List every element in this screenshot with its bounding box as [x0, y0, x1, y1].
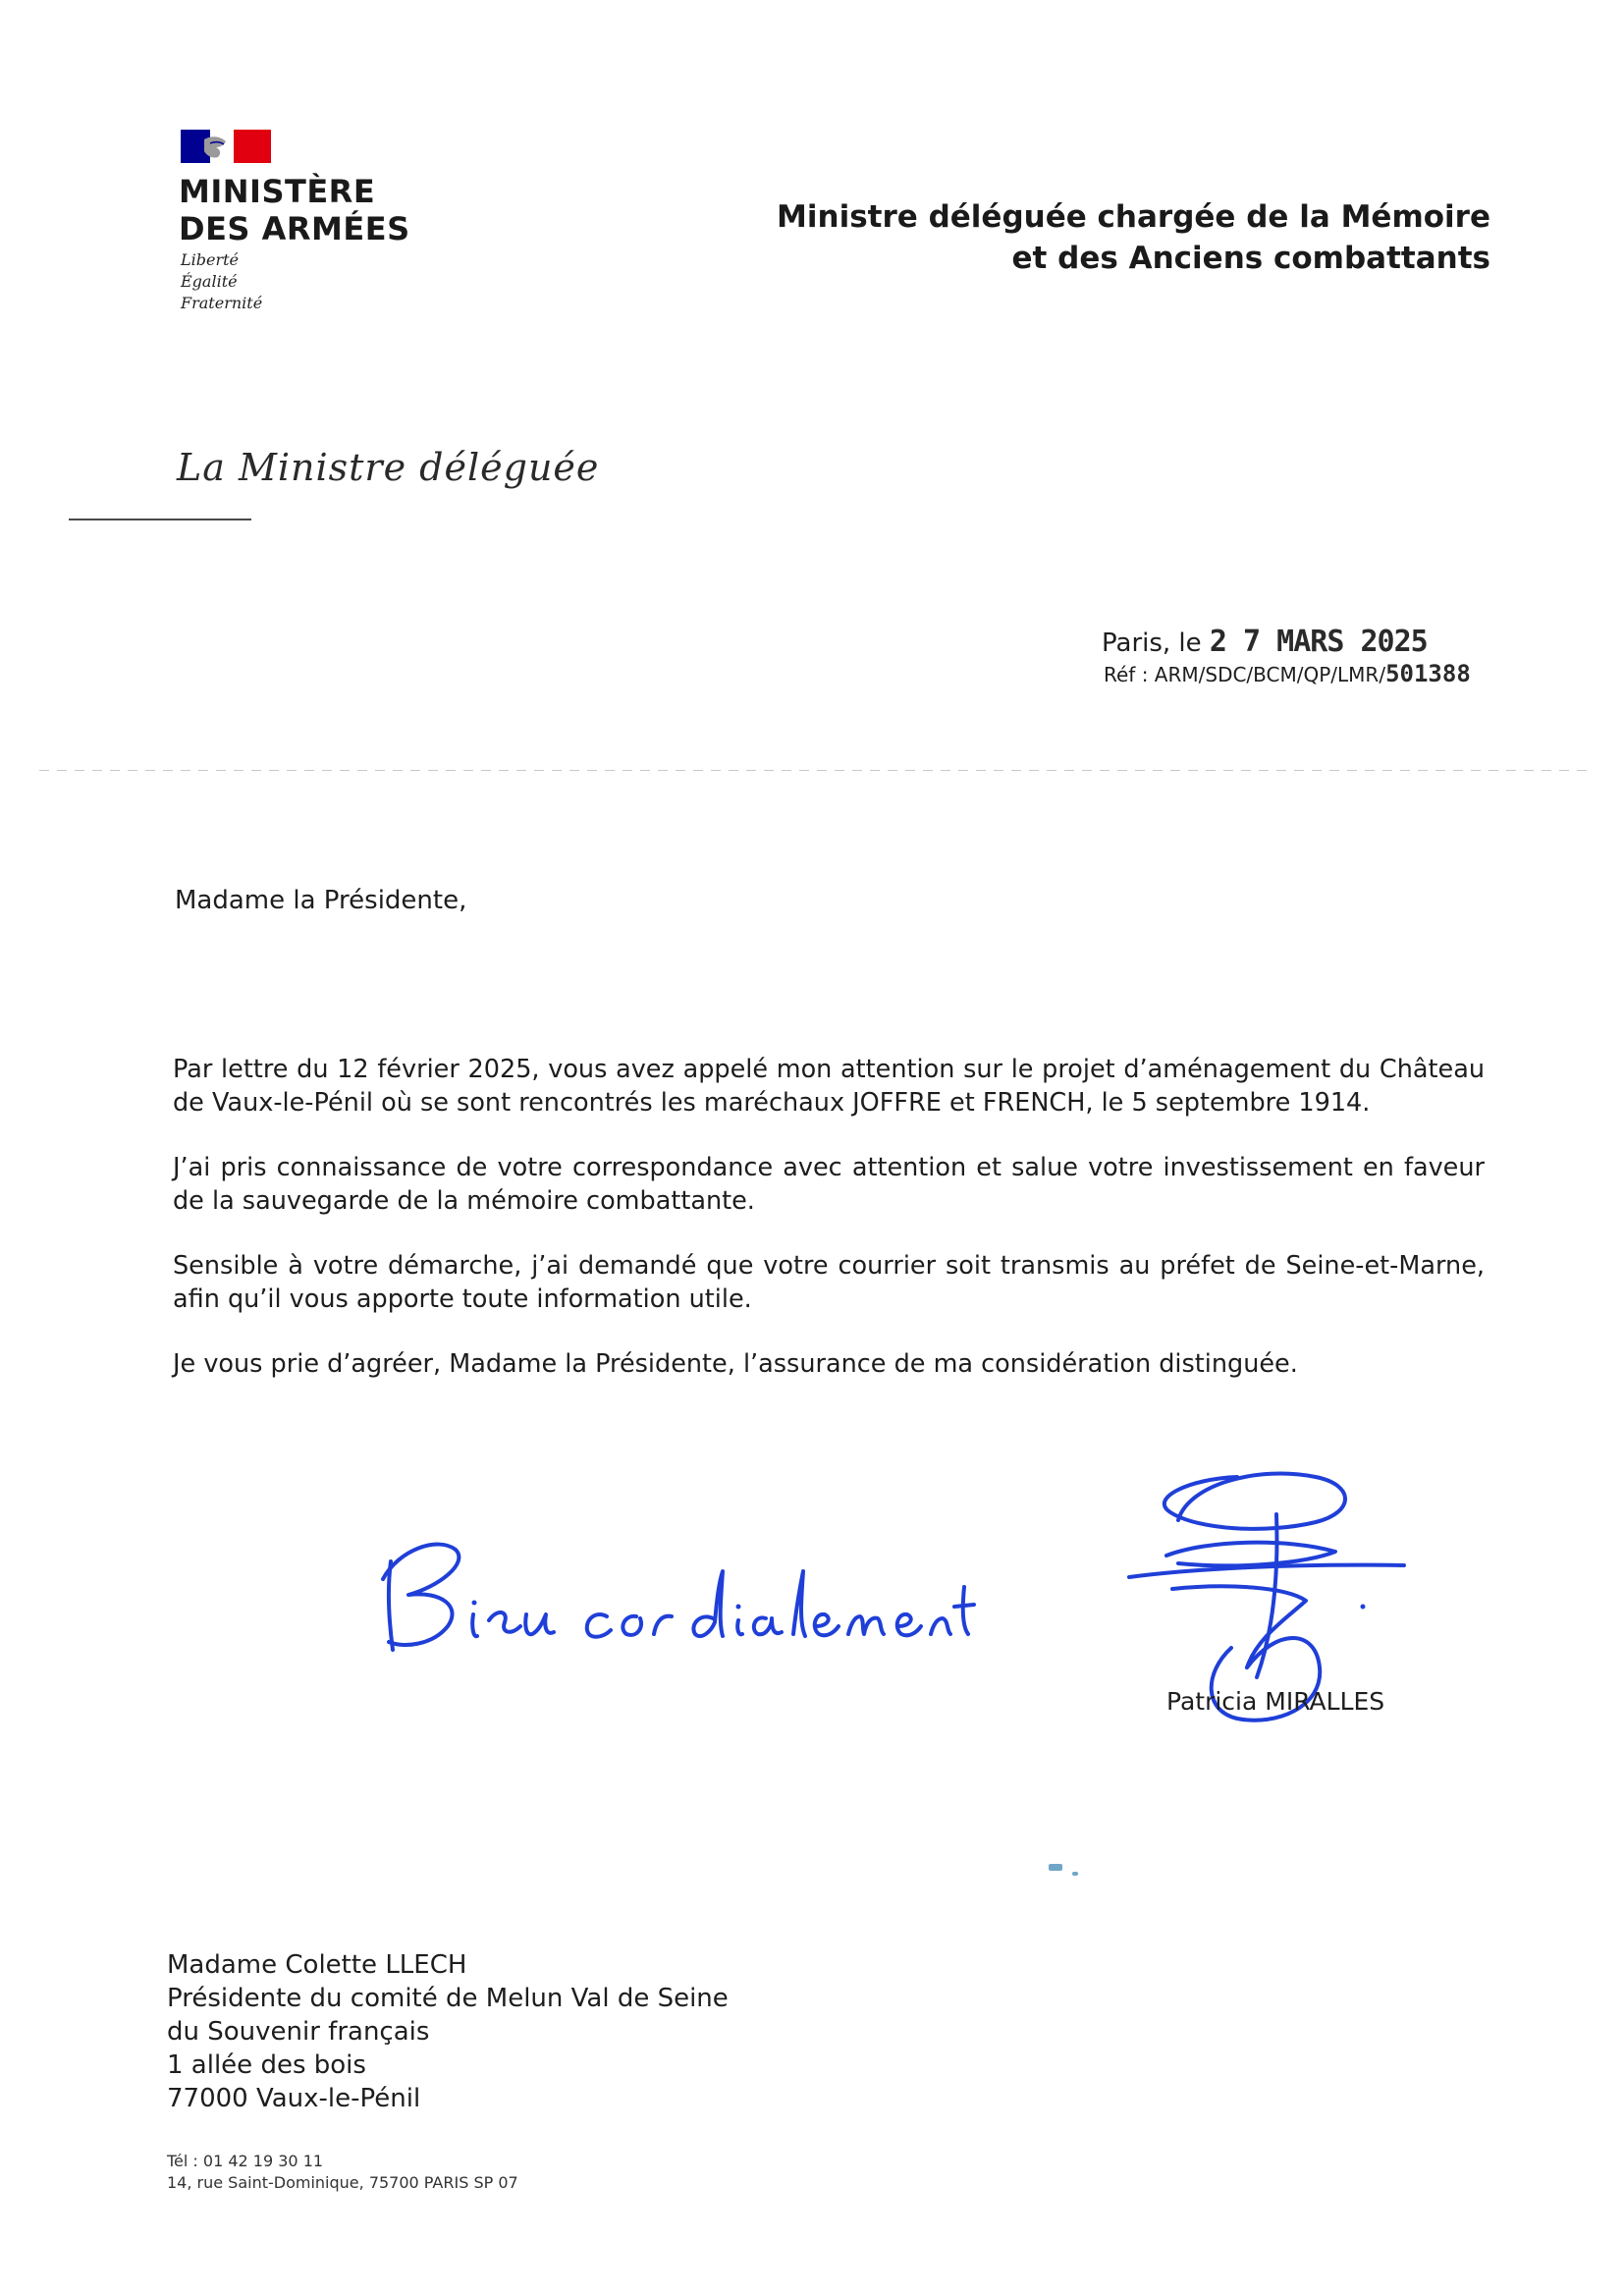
recipient-line: 1 allée des bois: [167, 2050, 366, 2080]
recipient-address: [167, 1948, 729, 2115]
recipient-line: Madame Colette LLECH: [167, 1950, 467, 1980]
date-prefix: Paris, le: [1102, 628, 1202, 658]
letter-body: [173, 1053, 1485, 1381]
paragraph: Sensible à votre démarche, j’ai demandé que votre courrier soit transmis au préfet de Seine-et-Marne, afin qu’il vous apporte toute information utile.: [173, 1251, 1485, 1314]
republic-motto: Liberté Égalité Fraternité: [181, 250, 263, 312]
reference-prefix: Réf : ARM/SDC/BCM/QP/LMR/: [1104, 663, 1386, 686]
date-stamp: 2 7 MARS 2025: [1209, 625, 1428, 659]
reference-line: [1104, 660, 1471, 687]
reference-number: 501388: [1385, 660, 1471, 687]
dateline: [1102, 625, 1428, 659]
fold-line: [39, 770, 1591, 771]
ministry-name: MINISTÈRE DES ARMÉES: [179, 173, 410, 247]
scan-speck: [1049, 1864, 1062, 1871]
cabinet-underline: [69, 519, 251, 520]
recipient-line: du Souvenir français: [167, 2017, 430, 2047]
recipient-line: 77000 Vaux-le-Pénil: [167, 2084, 421, 2113]
footer: [167, 2151, 518, 2194]
salutation: Madame la Présidente,: [175, 886, 467, 915]
signatory-name: Patricia MIRALLES: [1166, 1687, 1385, 1716]
footer-phone: Tél : 01 42 19 30 11: [167, 2152, 324, 2170]
marianne-logo-icon: [181, 130, 271, 163]
cabinet-heading: La Ministre déléguée: [177, 446, 600, 489]
letterhead-title: Ministre déléguée chargée de la Mémoire et des Anciens combattants: [777, 199, 1490, 276]
scan-speck: [1072, 1872, 1078, 1876]
paragraph: Je vous prie d’agréer, Madame la Présidente, l’assurance de ma considération distinguée.: [173, 1349, 1298, 1379]
handwritten-closing: [379, 1532, 978, 1669]
footer-address: 14, rue Saint-Dominique, 75700 PARIS SP 07: [167, 2173, 518, 2192]
recipient-line: Présidente du comité de Melun Val de Seine: [167, 1984, 729, 2013]
paragraph: Par lettre du 12 février 2025, vous avez appelé mon attention sur le projet d’aménagement du Château de Vaux-le-Pénil où se sont rencontrés les maréchaux JOFFRE et FRENCH, le 5 septembre 1914.: [173, 1055, 1485, 1118]
paragraph: J’ai pris connaissance de votre correspondance avec attention et salue votre investissement en faveur de la sauvegarde de la mémoire combattante.: [173, 1153, 1485, 1216]
